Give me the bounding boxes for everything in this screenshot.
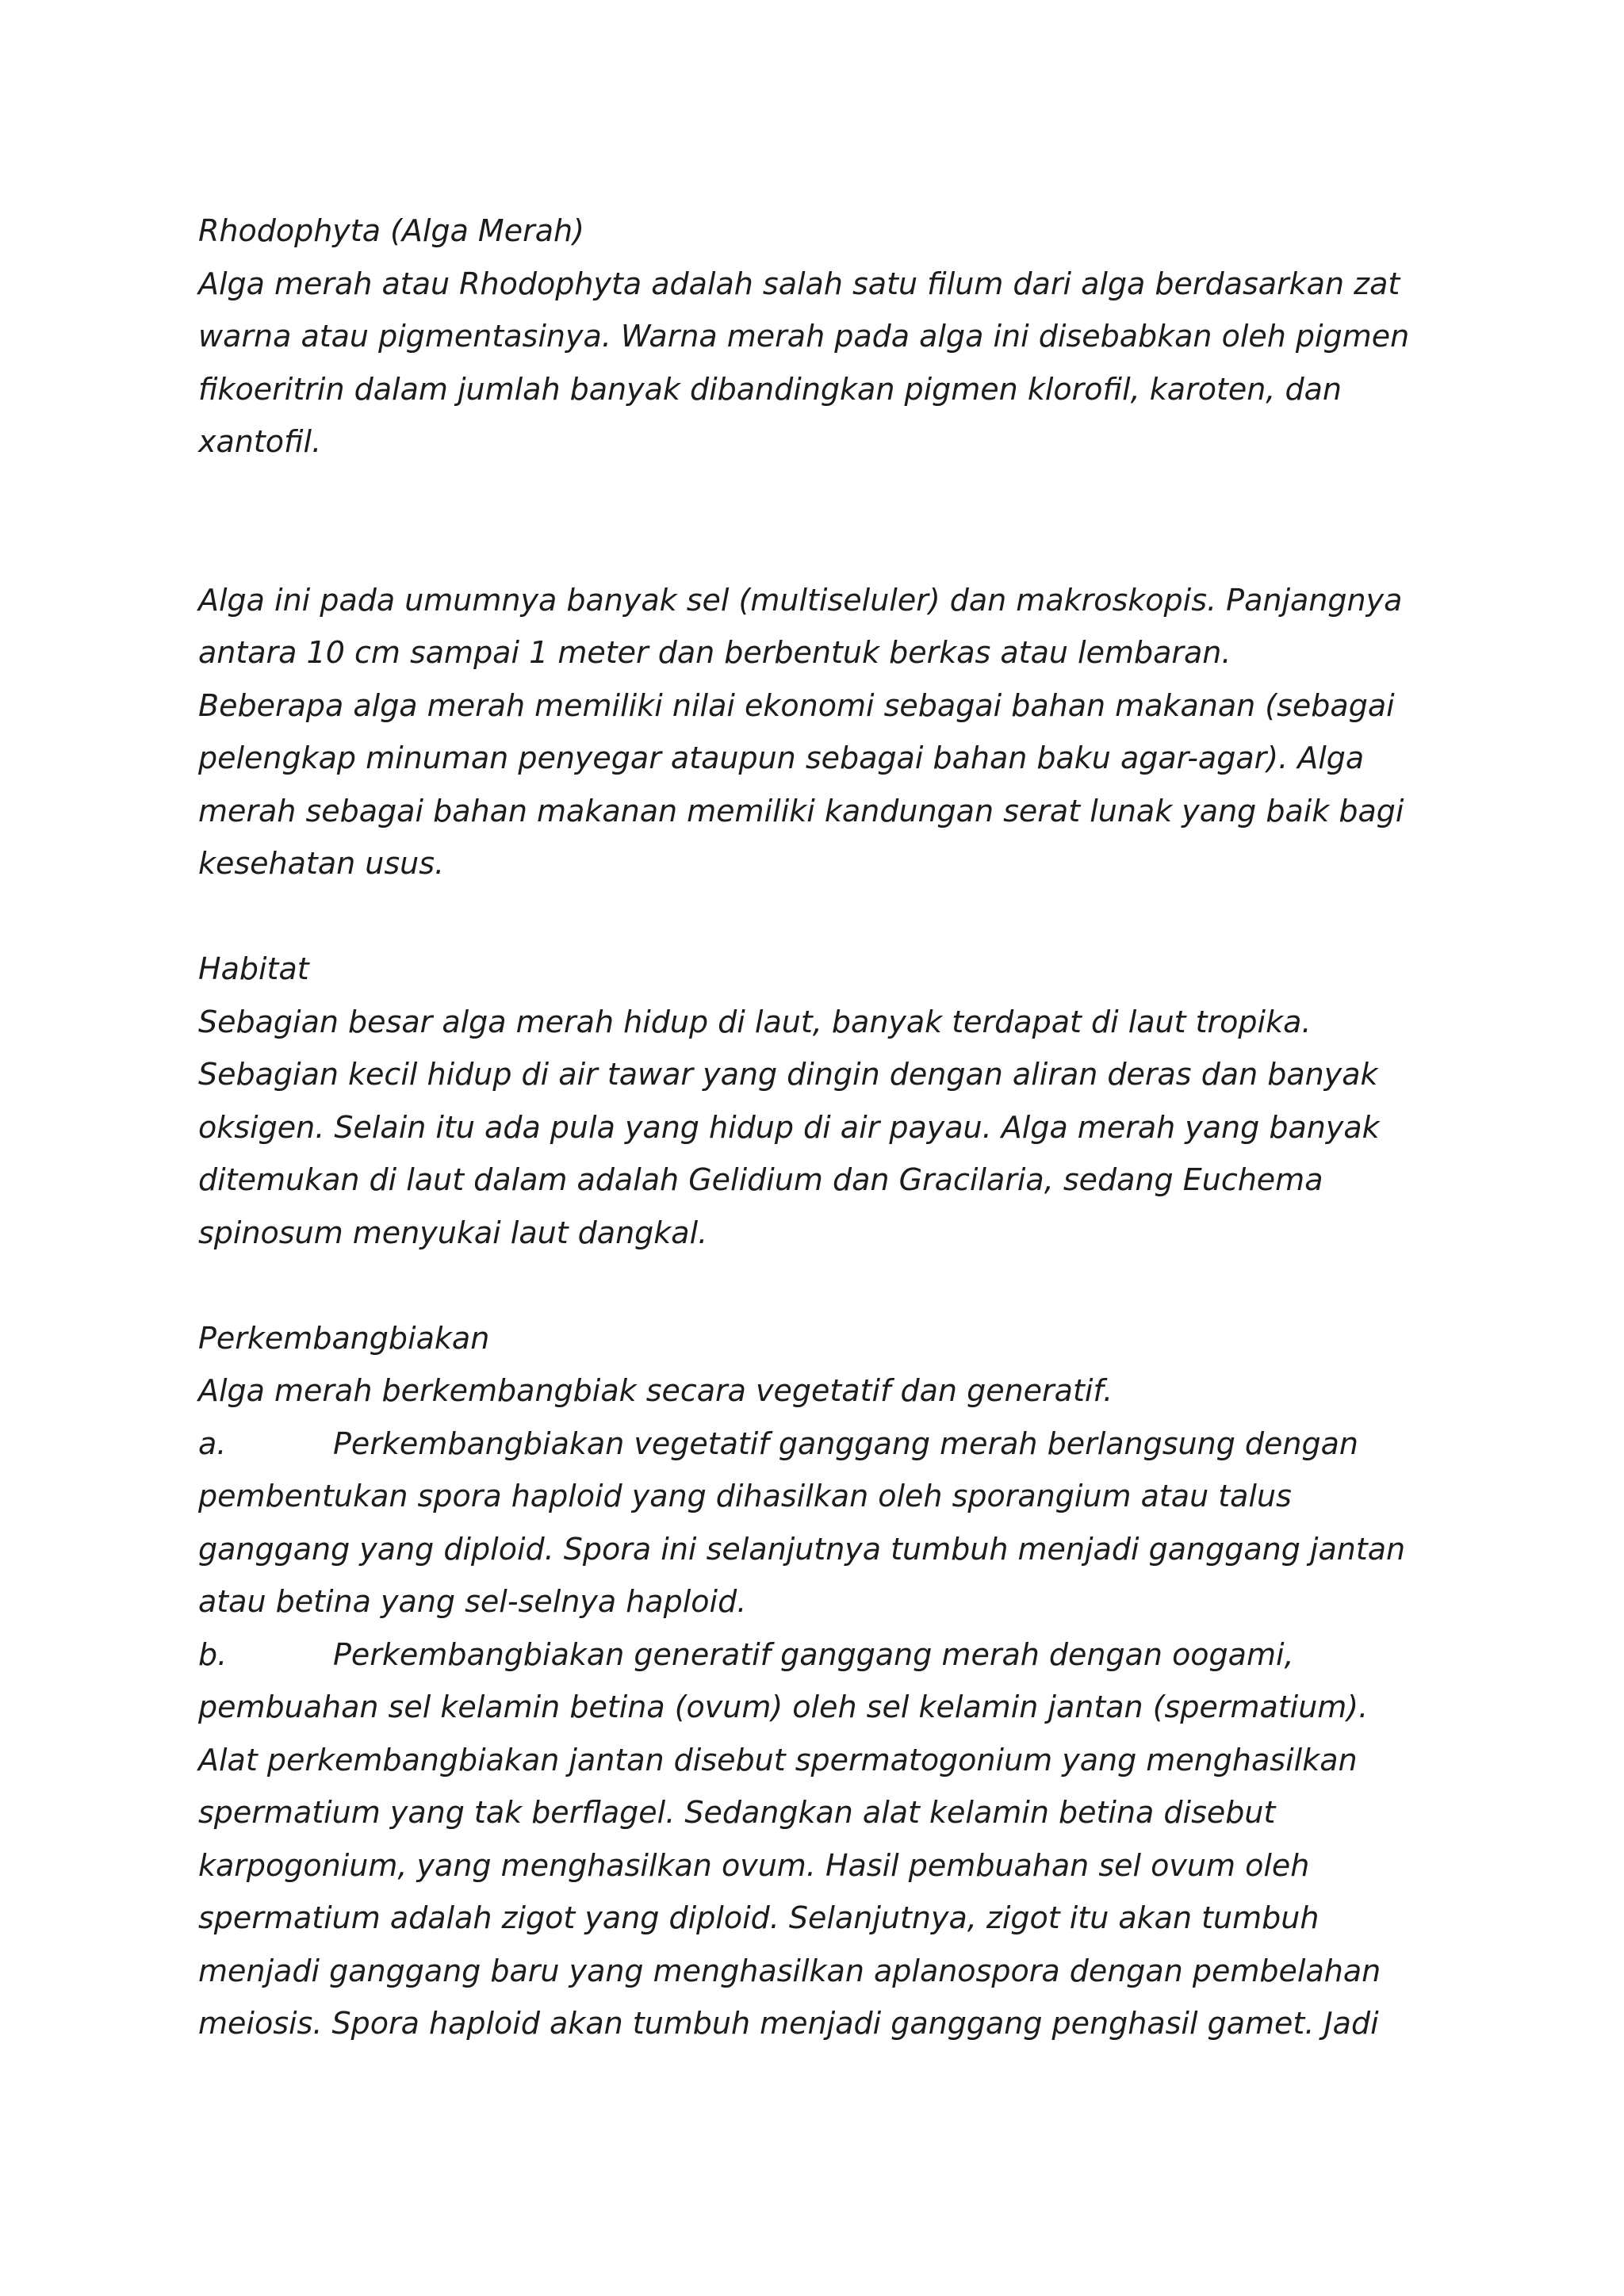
paragraph-line: Sebagian besar alga merah hidup di laut, banyak terdapat di laut tropika. [198,1004,1312,1039]
section-title-rhodophyta: Rhodophyta (Alga Merah) [198,213,584,248]
blank-line [198,521,1435,574]
paragraph-line: Alga merah berkembangbiak secara vegetatif dan generatif. [198,1373,1113,1408]
blank-line [198,1259,1435,1312]
paragraph-line: meiosis. Spora haploid akan tumbuh menjadi ganggang penghasil gamet. Jadi [198,2006,1379,2041]
paragraph-line: warna atau pigmentasinya. Warna merah pada alga ini disebabkan oleh pigmen [198,319,1410,354]
paragraph-line: pembuahan sel kelamin betina (ovum) oleh sel kelamin jantan (spermatium). [198,1689,1369,1724]
list-item-b [198,1628,1435,1682]
paragraph-line: Alat perkembangbiakan jantan disebut spermatogonium yang menghasilkan [198,1742,1358,1777]
paragraph-line: spermatium yang tak berflagel. Sedangkan alat kelamin betina disebut [198,1795,1276,1830]
list-marker: b. [198,1636,228,1672]
section-title-habitat: Habitat [198,951,309,986]
paragraph-line: ditemukan di laut dalam adalah Gelidium dan Gracilaria, sedang Euchema [198,1162,1323,1197]
list-item-text: Perkembangbiakan generatif ganggang merah dengan oogami, [333,1636,1294,1672]
list-item-a [198,1418,1435,1471]
blank-line [198,890,1435,943]
paragraph-line: fikoeritrin dalam jumlah banyak dibandingkan pigmen klorofil, karoten, dan [198,371,1342,407]
paragraph-line: spermatium adalah zigot yang diploid. Selanjutnya, zigot itu akan tumbuh [198,1900,1320,1935]
section-title-perkembangbiakan: Perkembangbiakan [198,1320,490,1356]
paragraph-line: antara 10 cm sampai 1 meter dan berbentuk berkas atau lembaran. [198,635,1231,670]
paragraph-line: Alga ini pada umumnya banyak sel (multiseluler) dan makroskopis. Panjangnya [198,582,1403,618]
paragraph-line: Alga merah atau Rhodophyta adalah salah satu filum dari alga berdasarkan zat [198,266,1400,301]
paragraph-line: atau betina yang sel-selnya haploid. [198,1584,747,1619]
blank-line [198,469,1435,522]
paragraph-line: Sebagian kecil hidup di air tawar yang dingin dengan aliran deras dan banyak [198,1057,1378,1092]
paragraph-line: menjadi ganggang baru yang menghasilkan aplanospora dengan pembelahan [198,1953,1381,1988]
paragraph-line: xantofil. [198,424,322,459]
paragraph-line: Beberapa alga merah memiliki nilai ekonomi sebagai bahan makanan (sebagai [198,687,1395,723]
paragraph-line: oksigen. Selain itu ada pula yang hidup di air payau. Alga merah yang banyak [198,1109,1380,1145]
document-body [198,205,1435,2050]
paragraph-line: kesehatan usus. [198,846,445,881]
paragraph-line: merah sebagai bahan makanan memiliki kandungan serat lunak yang baik bagi [198,793,1404,828]
paragraph-line: karpogonium, yang menghasilkan ovum. Hasil pembuahan sel ovum oleh [198,1847,1310,1883]
paragraph-line: ganggang yang diploid. Spora ini selanjutnya tumbuh menjadi ganggang jantan [198,1531,1406,1567]
list-item-text: Perkembangbiakan vegetatif ganggang merah berlangsung dengan [333,1425,1359,1461]
list-marker: a. [198,1425,227,1461]
paragraph-line: pelengkap minuman penyegar ataupun sebagai bahan baku agar-agar). Alga [198,740,1365,775]
paragraph-line: pembentukan spora haploid yang dihasilkan oleh sporangium atau talus [198,1479,1292,1513]
paragraph-line: spinosum menyukai laut dangkal. [198,1215,708,1250]
